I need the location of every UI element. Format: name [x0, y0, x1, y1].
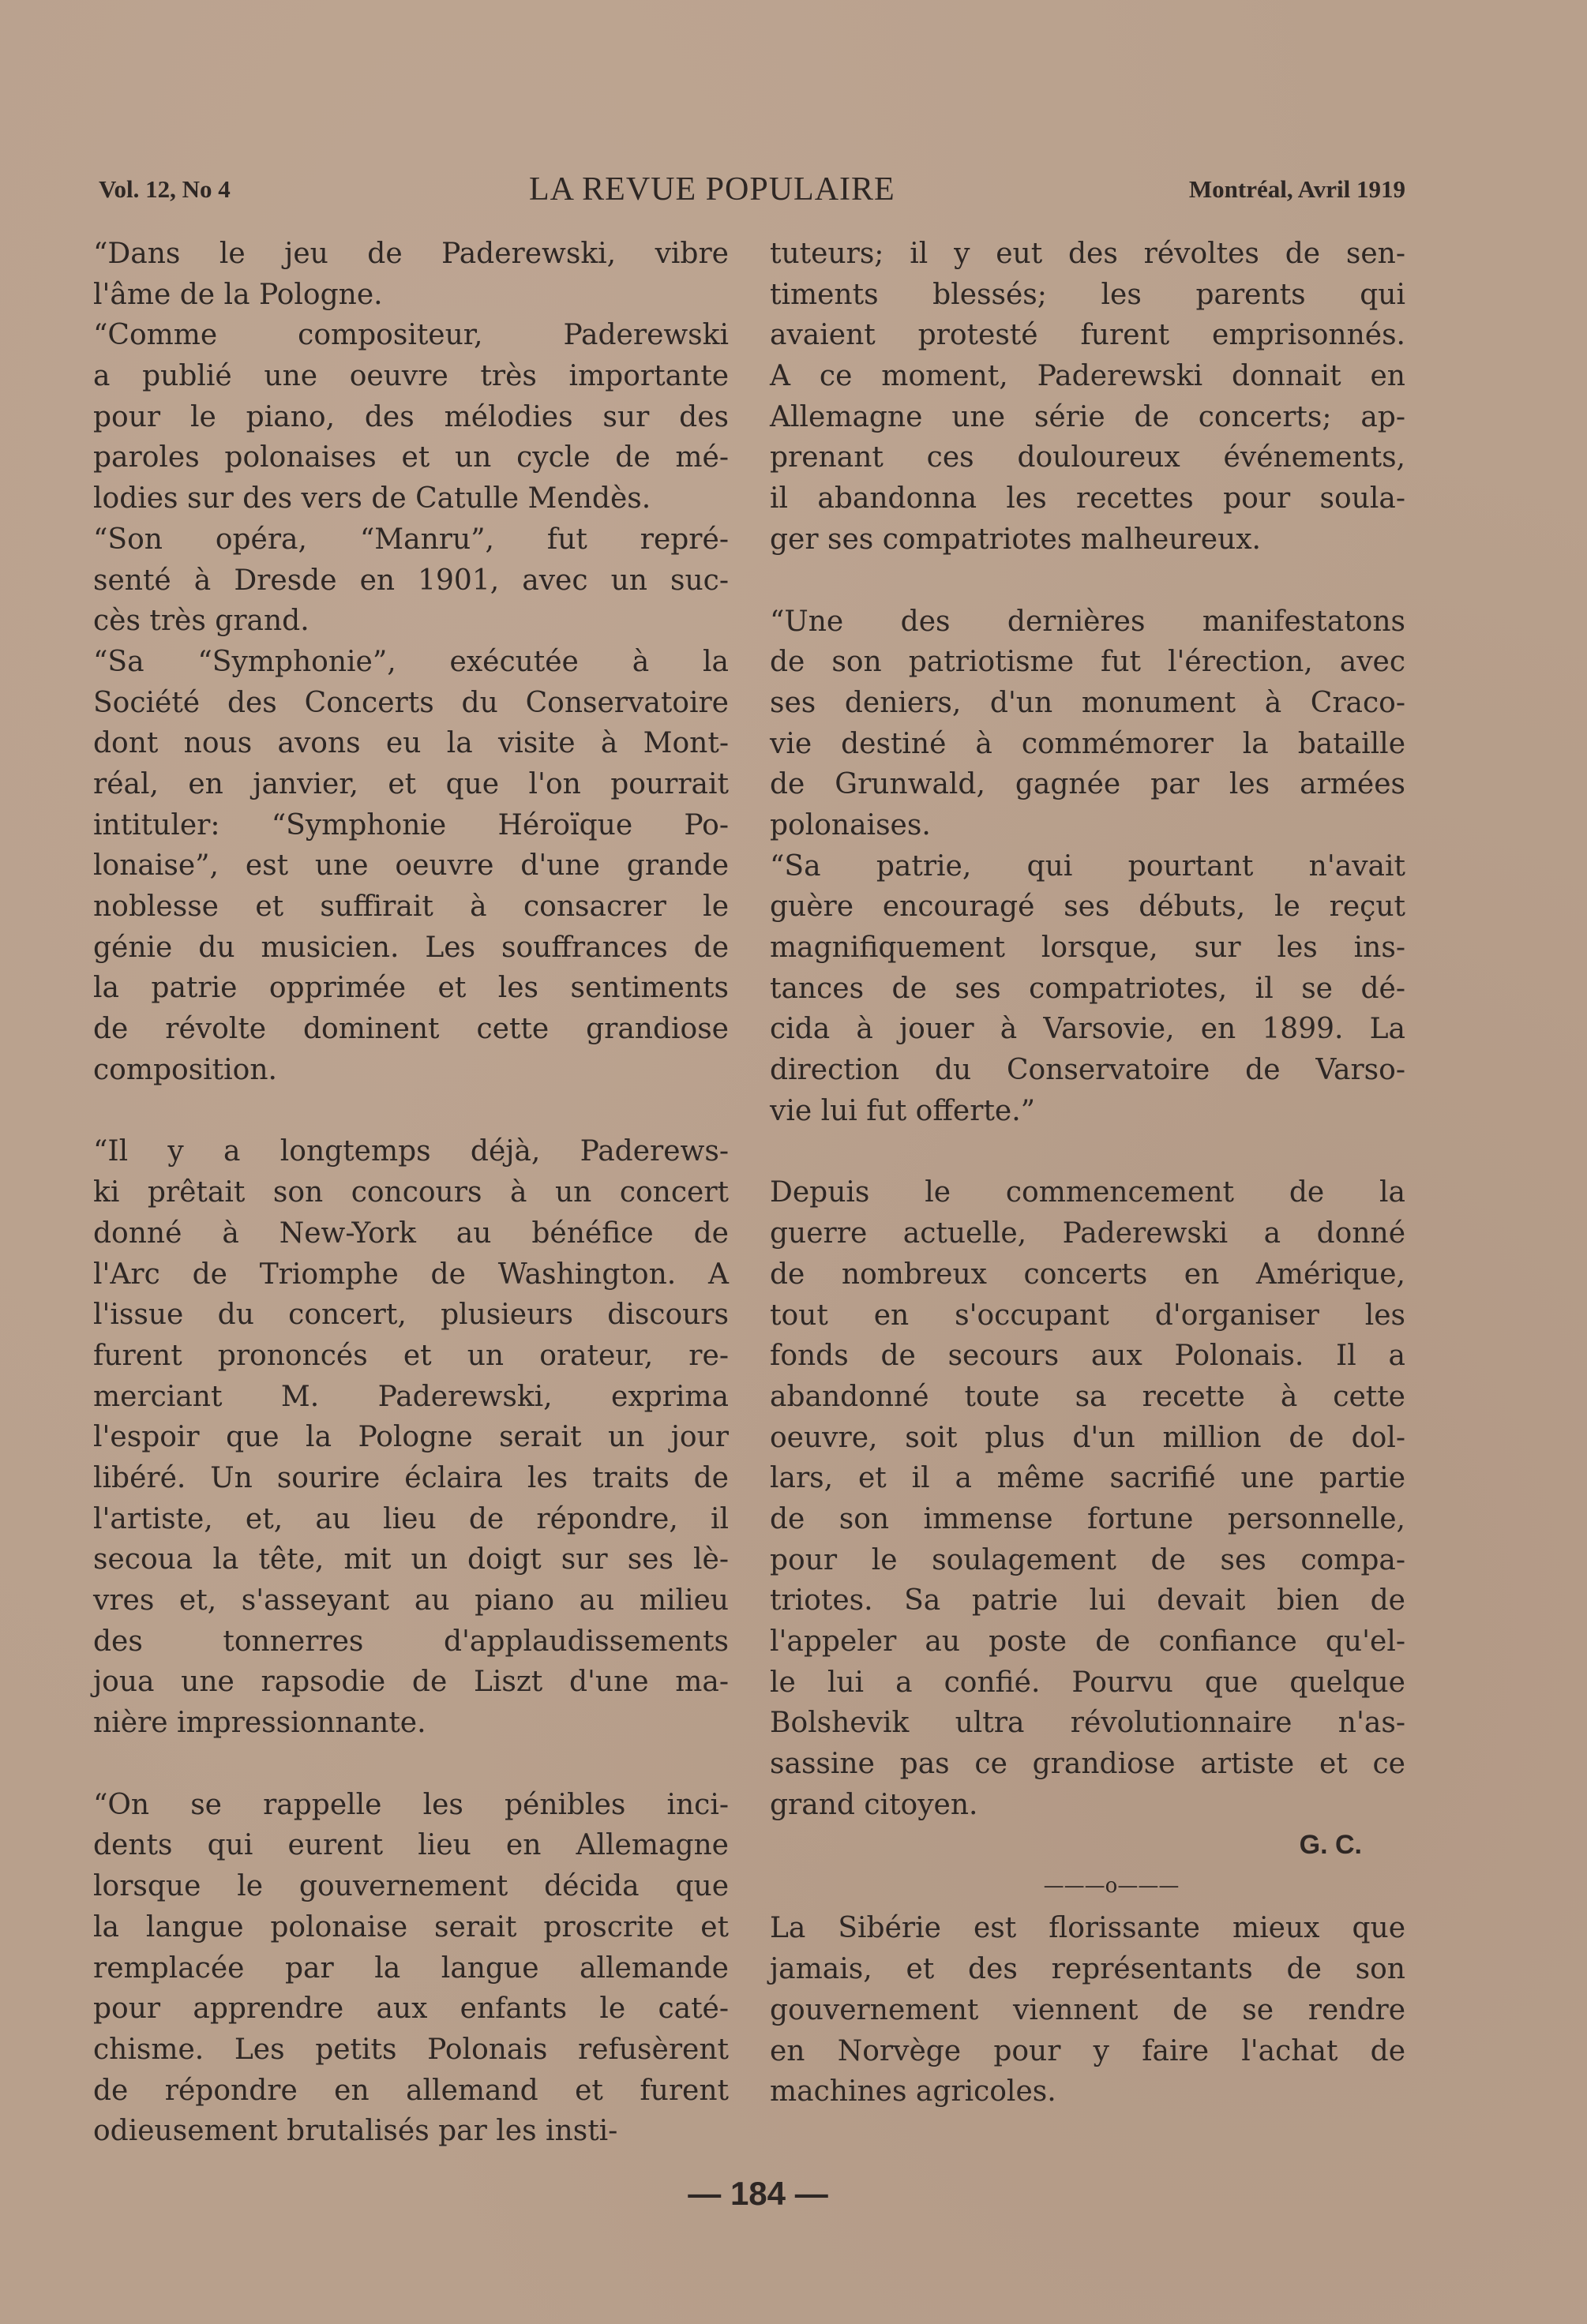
- author-signature: G. C.: [1299, 1830, 1362, 1861]
- text-line: “Sa “Symphonie”, exécutée à la: [93, 645, 729, 678]
- issue-date: Montréal, Avril 1919: [1188, 175, 1405, 203]
- text-line: chisme. Les petits Polonais refusèrent: [93, 2033, 729, 2066]
- volume-number: Vol. 12, No 4: [99, 175, 231, 203]
- text-line: secoua la tête, mit un doigt sur ses lè-: [93, 1543, 729, 1576]
- text-line: Depuis le commencement de la: [770, 1176, 1405, 1209]
- text-line: “Comme compositeur, Paderewski: [93, 319, 729, 352]
- text-line: la langue polonaise serait proscrite et: [93, 1910, 729, 1944]
- text-line: polonaises.: [770, 808, 931, 842]
- text-line: de révolte dominent cette grandiose: [93, 1013, 729, 1046]
- text-line: guère encouragé ses débuts, le reçut: [770, 890, 1405, 924]
- text-line: odieusement brutalisés par les insti-: [93, 2115, 618, 2148]
- text-line: ger ses compatriotes malheureux.: [770, 523, 1261, 556]
- text-line: vie lui fut offerte.”: [770, 1094, 1036, 1127]
- text-line: pour le piano, des mélodies sur des: [93, 400, 729, 433]
- publication-title: LA REVUE POPULAIRE: [529, 171, 895, 208]
- text-line: pour apprendre aux enfants le caté-: [93, 1992, 729, 2026]
- text-line: pour le soulagement de ses compa-: [770, 1543, 1405, 1576]
- text-line: l'appeler au poste de confiance qu'el-: [770, 1625, 1405, 1658]
- left-column: [93, 234, 729, 2152]
- page-header: [99, 171, 1405, 215]
- text-line: triotes. Sa patrie lui devait bien de: [770, 1584, 1405, 1617]
- text-line: “Une des dernières manifestatons: [770, 605, 1405, 638]
- text-line: avaient protesté furent emprisonnés.: [770, 319, 1405, 352]
- text-line: remplacée par la langue allemande: [93, 1951, 729, 1985]
- text-line: machines agricoles.: [770, 2075, 1056, 2108]
- text-line: oeuvre, soit plus d'un million de dol-: [770, 1421, 1405, 1454]
- text-line: lorsque le gouvernement décida que: [93, 1870, 729, 1903]
- text-line: ses deniers, d'un monument à Craco-: [770, 686, 1405, 719]
- text-line: de son immense fortune personnelle,: [770, 1502, 1405, 1535]
- text-line: cès très grand.: [93, 605, 310, 638]
- section-divider: ———o———: [1043, 1874, 1180, 1899]
- text-line: composition.: [93, 1053, 277, 1086]
- page-number: — 184 —: [688, 2175, 828, 2212]
- text-line: “Sa patrie, qui pourtant n'avait: [770, 849, 1405, 883]
- text-line: Bolshevik ultra révolutionnaire n'as-: [770, 1707, 1405, 1740]
- text-line: “On se rappelle les pénibles inci-: [93, 1788, 729, 1821]
- text-line: lars, et il a même sacrifié une partie: [770, 1462, 1405, 1495]
- text-line: intituler: “Symphonie Héroïque Po-: [93, 808, 729, 842]
- text-line: génie du musicien. Les souffrances de: [93, 931, 729, 964]
- text-line: jamais, et des représentants de son: [770, 1953, 1405, 1986]
- text-line: A ce moment, Paderewski donnait en: [770, 360, 1405, 393]
- text-line: nière impressionnante.: [93, 1707, 426, 1740]
- text-line: a publié une oeuvre très importante: [93, 360, 729, 393]
- text-line: magnifiquement lorsque, sur les ins-: [770, 931, 1405, 964]
- text-line: gouvernement viennent de se rendre: [770, 1993, 1405, 2026]
- text-line: noblesse et suffirait à consacrer le: [93, 890, 729, 923]
- text-line: merciant M. Paderewski, exprima: [93, 1380, 729, 1413]
- text-line: guerre actuelle, Paderewski a donné: [770, 1217, 1405, 1250]
- text-line: paroles polonaises et un cycle de mé-: [93, 441, 729, 474]
- text-line: vie destiné à commémorer la bataille: [770, 727, 1405, 760]
- text-line: direction du Conservatoire de Varso-: [770, 1054, 1405, 1087]
- text-line: senté à Dresde en 1901, avec un suc-: [93, 564, 729, 597]
- text-line: tances de ses compatriotes, il se dé-: [770, 972, 1405, 1005]
- text-line: fonds de secours aux Polonais. Il a: [770, 1340, 1405, 1373]
- text-line: le lui a confié. Pourvu que quelque: [770, 1666, 1405, 1699]
- text-line: de son patriotisme fut l'érection, avec: [770, 646, 1405, 679]
- text-line: en Norvège pour y faire l'achat de: [770, 2034, 1405, 2067]
- text-line: furent prononcés et un orateur, re-: [93, 1339, 729, 1372]
- text-line: dents qui eurent lieu en Allemagne: [93, 1829, 729, 1862]
- text-line: tout en s'occupant d'organiser les: [770, 1299, 1405, 1332]
- right-column-main-text: [770, 234, 1405, 1825]
- text-line: des tonnerres d'applaudissements: [93, 1625, 729, 1658]
- text-line: cida à jouer à Varsovie, en 1899. La: [770, 1013, 1405, 1046]
- text-line: l'espoir que la Pologne serait un jour: [93, 1421, 729, 1454]
- text-line: lodies sur des vers de Catulle Mendès.: [93, 482, 651, 515]
- text-line: “Dans le jeu de Paderewski, vibre: [93, 238, 729, 270]
- text-line: l'artiste, et, au lieu de répondre, il: [93, 1502, 729, 1535]
- text-line: tuteurs; il y eut des révoltes de sen-: [770, 238, 1405, 270]
- text-line: l'issue du concert, plusieurs discours: [93, 1299, 729, 1332]
- text-line: l'âme de la Pologne.: [93, 278, 383, 311]
- text-line: La Sibérie est florissante mieux que: [770, 1912, 1405, 1945]
- paragraph-gap: [770, 560, 1405, 602]
- text-line: de nombreux concerts en Amérique,: [770, 1258, 1405, 1291]
- text-line: de répondre en allemand et furent: [93, 2074, 729, 2107]
- text-line: de Grunwald, gagnée par les armées: [770, 768, 1405, 801]
- text-line: libéré. Un sourire éclaira les traits de: [93, 1461, 729, 1494]
- paragraph-gap: [93, 1744, 729, 1785]
- text-line: Allemagne une série de concerts; ap-: [770, 400, 1405, 433]
- text-line: il abandonna les recettes pour soula-: [770, 482, 1405, 515]
- text-line: timents blessés; les parents qui: [770, 278, 1405, 311]
- text-line: joua une rapsodie de Liszt d'une ma-: [93, 1666, 729, 1699]
- text-line: donné à New-York au bénéfice de: [93, 1216, 729, 1250]
- right-column: [770, 234, 1405, 2112]
- text-line: ki prêtait son concours à un concert: [93, 1176, 729, 1209]
- text-line: “Il y a longtemps déjà, Paderews-: [93, 1135, 729, 1168]
- text-line: sassine pas ce grandiose artiste et ce: [770, 1748, 1405, 1781]
- right-column-brief-text: [770, 1908, 1405, 2112]
- text-line: grand citoyen.: [770, 1788, 978, 1821]
- text-line: Société des Concerts du Conservatoire: [93, 686, 729, 719]
- text-line: dont nous avons eu la visite à Mont-: [93, 727, 729, 760]
- text-line: prenant ces douloureux événements,: [770, 441, 1405, 474]
- text-line: lonaise”, est une oeuvre d'une grande: [93, 849, 729, 883]
- paragraph-gap: [770, 1131, 1405, 1172]
- text-line: l'Arc de Triomphe de Washington. A: [93, 1258, 729, 1291]
- text-line: réal, en janvier, et que l'on pourrait: [93, 767, 729, 800]
- text-line: la patrie opprimée et les sentiments: [93, 972, 729, 1005]
- text-line: vres et, s'asseyant au piano au milieu: [93, 1584, 729, 1617]
- text-line: abandonné toute sa recette à cette: [770, 1380, 1405, 1413]
- paragraph-gap: [93, 1090, 729, 1131]
- text-line: “Son opéra, “Manru”, fut repré-: [93, 523, 729, 556]
